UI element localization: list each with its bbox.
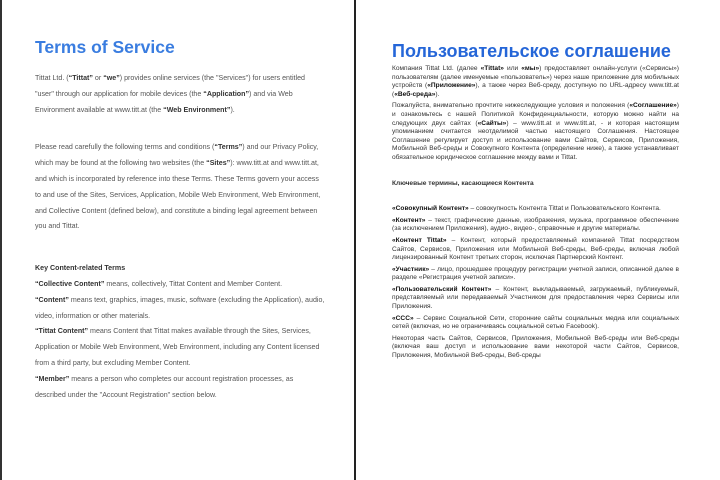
definition [35, 372, 325, 404]
defined-term: “Sites” [206, 159, 231, 168]
defined-term: «Контент Tittat» [392, 236, 447, 244]
terms-paragraph [35, 140, 325, 235]
text: ) – www.titt.at и www.titt.at, - и которая настоящим упоминанием считается неотделимой частью настоящего Соглашения. Настоящее Соглашение регулирует доступ и использование вами Сайтов, Сервисов, Приложения, Мобильной Веб-среды и Совокупного Контента (определение ниже), а также устанавливает обязательное юридическое соглашение между вами и Tittat. [392, 119, 679, 161]
definition-text: means text, graphics, images, music, software (excluding the Application), audio, video, information or other materials. [35, 295, 325, 320]
text: или [503, 65, 522, 72]
definition [392, 266, 679, 283]
definition-text: – текст, графические данные, изображения, музыка, программное обеспечение (за исключением Приложения), аудио-, видео-, справочные и другие материалы. [392, 216, 679, 233]
definition-text: means, collectively, Tittat Content and Member Content. [104, 279, 283, 288]
text: Please read carefully the following terms and conditions ( [35, 143, 215, 152]
defined-term: «Соглашение» [629, 102, 677, 110]
text: ). [230, 105, 235, 114]
page-title: Terms of Service [35, 37, 175, 57]
intro-paragraph [35, 71, 325, 118]
defined-term: “Collective Content” [35, 279, 105, 288]
trailing-paragraph: Некоторая часть Сайтов, Сервисов, Приложения, Мобильной Веб-среды или Веб-среды (включая ваш доступ и использование вами некоторой части Сайтов, Сервисов, Приложения, Мобильной Веб-среды, Веб-среды [392, 334, 679, 360]
defined-term: “Application” [203, 89, 250, 98]
text: ) and our Privacy Policy, which may be found at the following two websites (the [35, 143, 319, 168]
intro-paragraph [392, 65, 679, 99]
text: or [92, 74, 104, 82]
definition [392, 217, 679, 234]
text: ), а также через Веб-среду, доступную по URL-адресу www.titt.at ( [392, 82, 680, 98]
defined-term: “Content” [35, 295, 69, 304]
russian-document-body [392, 40, 679, 364]
english-document-body [35, 36, 325, 403]
definition [392, 205, 679, 214]
defined-term: “Tittat Content” [35, 327, 89, 336]
text: ) и ознакомьтесь с нашей Политикой Конфиденциальности, которую можно найти на следующих двух сайтах ( [392, 102, 679, 127]
defined-term: «ССС» [392, 314, 414, 322]
definition [35, 324, 325, 371]
defined-term: “Tittat” [68, 74, 93, 82]
defined-term: “Terms” [214, 143, 243, 152]
defined-term: «Совокупный Контент» [392, 205, 469, 213]
definition-text: means Content that Tittat makes available through the Sites, Services, Application or Mobile Web Environment, Web Environment, including any Content licensed from a third party, but excluding Member Content. [35, 327, 320, 367]
defined-term: “Member” [35, 374, 70, 383]
text: ). [435, 90, 440, 98]
definition [392, 286, 679, 312]
defined-term: «Контент» [392, 216, 426, 224]
text: Tittat Ltd. ( [35, 74, 69, 82]
definition-text: – лицо, прошедшее процедуру регистрации учетной записи, описанной далее в разделе «Регистрация учетной записи». [392, 265, 679, 282]
definition [35, 293, 325, 325]
defined-term: “we” [103, 74, 120, 82]
definition-text: means a person who completes our account registration processes, as described under the "Account Registration" section below. [35, 374, 294, 399]
definition-text: – Контент, который предоставляемый компанией Tittat посредством Сайтов, Сервисов, Приложения или Мобильной Веб-среды, Веб-среды, включая любой лицензированный Контент третьих сторон, исключая Партнерский Контент. [392, 236, 679, 262]
defined-term: “Web Environment” [163, 105, 231, 114]
definition-text: – Сервис Социальной Сети, сторонние сайты социальных медиа или социальных сетей (включая, но не ограничиваясь социальной сетью Facebook). [392, 314, 679, 331]
definition [392, 237, 679, 263]
defined-term: «Веб-среда» [394, 90, 436, 98]
russian-document-page [356, 0, 720, 480]
defined-term: «Сайты» [477, 119, 507, 127]
defined-term: «Приложение» [427, 82, 476, 90]
defined-term: «Участник» [392, 265, 430, 273]
defined-term: «Tittat» [480, 65, 504, 72]
section-heading: Ключевые термины, касающиеся Контента [392, 179, 534, 187]
defined-term: «Пользовательский Контент» [392, 285, 492, 293]
definition [35, 277, 325, 293]
text: ) and via Web Environment available at www.titt.at (the [35, 89, 293, 114]
text: ) provides online services (the "Services") for users entitled "user" through our application for mobile devices (the [35, 74, 305, 98]
text: ) предоставляет онлайн-услуги («Сервисы») пользователям (далее именуемые «пользователь») через наше приложение для мобильных устройств ( [392, 65, 679, 90]
section-heading: Key Content-related Terms [35, 264, 126, 273]
text: ): www.titt.at and www.titt.at, and which is incorporated by reference into these Terms. These Terms govern your access to and use of the Sites, Services, Application, Mobile Web Environment, Web Environment, and Collective Content (defined below), and constitute a binding legal agreement between you and Tittat. [35, 159, 321, 231]
terms-paragraph [392, 102, 679, 162]
definition-text: – Контент, выкладываемый, загружаемый, публикуемый, представляемый или передаваемый Участником для предоставления через Сервисы или Приложения. [392, 285, 679, 311]
english-document-page [0, 0, 356, 480]
definition-text: – совокупность Контента Tittat и Пользовательского Контента. [468, 205, 661, 213]
defined-term: «мы» [521, 65, 540, 72]
text: Компания Tittat Ltd. (далее [392, 65, 481, 72]
text: Пожалуйста, внимательно прочтите нижеследующие условия и положения ( [392, 102, 630, 110]
page-title: Пользовательское соглашение [392, 41, 671, 61]
definition [392, 315, 679, 332]
